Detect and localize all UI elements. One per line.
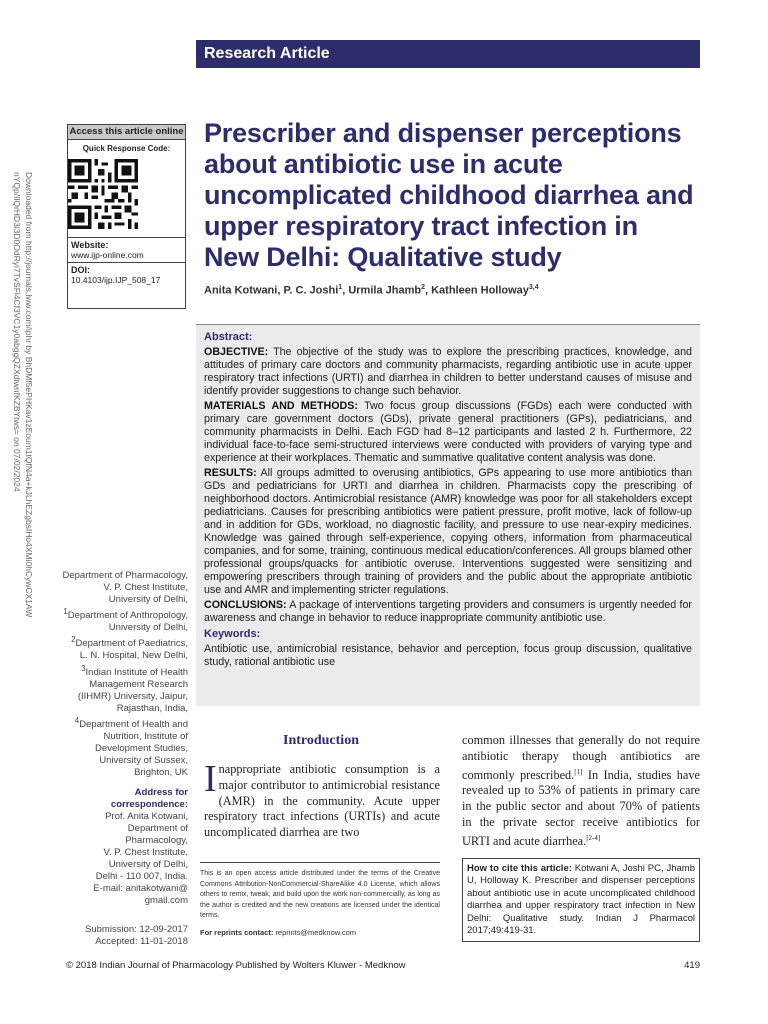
correspondence-heading: Address for correspondence: [110,786,188,810]
correspondence-line: Delhi - 110 007, India. [95,870,188,882]
correspondence-line: Prof. Anita Kotwani, [105,810,188,822]
article-title: Prescriber and dispenser perceptions about antibiotic use in acute uncomplicated childhood diarrhea and upper respiratory tract infection in New Delhi: Qualitative study [204,118,694,272]
affiliation [74,715,188,778]
correspondence-line: Department of [127,822,188,834]
affiliation-sup: 2 [71,635,76,645]
correspondence-line[interactable]: gmail.com [144,894,188,906]
author-sup: 1 [338,284,343,291]
article-type-banner: Research Article [196,40,700,68]
qr-code-icon[interactable] [68,159,138,229]
affiliation [63,570,189,605]
submission-dates [62,924,188,948]
doi-value[interactable]: 10.4103/ijp.IJP_508_17 [71,275,161,285]
drop-cap: I [204,758,217,800]
author: Anita Kotwani [204,284,278,297]
abstract-results [204,467,692,597]
website-link[interactable]: www.ijp-online.com [71,250,144,260]
affiliation-sup: 3 [81,663,86,673]
reprints-email[interactable]: reprints@medknow.com [275,927,356,937]
license-note [200,862,440,938]
reprints-label: For reprints contact: [200,927,274,937]
author-list [204,284,539,297]
methods-text: Two focus group discussions (FGDs) each were conducted with primary care government doctors (GDs), private general practitioners (GPs), pediatricians, and community pharmacists in Delhi. Each FGD had 8–12 participants and lasted 2 h. Furthermore, 22 individual face-to-face semi-structured interviews were conducted with providers of varying type and experience at their workplaces. Thematic and summative qualitative content analysis was done. [204,400,692,464]
page-footer [66,960,700,971]
methods-label: MATERIALS AND METHODS: [204,400,358,412]
affiliation [71,635,188,662]
affiliations [62,566,188,907]
doi-section [68,262,185,287]
doi-label: DOI: [71,265,90,275]
keywords-text: Antibiotic use, antimicrobial resistance, behavior and perception, focus group discussion, qualitative study, rational antibiotic use [204,643,692,668]
affiliation-text: Department of Paediatrics, L. N. Hospital, New Delhi, [75,638,188,662]
correspondence-line: Pharmacology, [125,834,188,846]
abstract-heading: Abstract: [204,331,253,343]
submission-date: Submission: 12-09-2017 [85,924,188,935]
citation-ref[interactable]: [1] [574,767,583,776]
license-text: This is an open access article distributed under the terms of the Creative Commons Attribution-NonCommercial-ShareAlike 4.0 License, which allows others to remix, tweak, and build upon the work non-commercially, as long as the author is credited and the new creations are licensed under the identical terms. [200,870,440,919]
introduction-heading: Introduction [283,733,359,748]
keywords-heading: Keywords: [204,628,261,640]
abstract-conclusions [204,599,692,625]
results-label: RESULTS: [204,467,257,479]
objective-text: The objective of the study was to explore the prescribing practices, knowledge, and attitudes of primary care doctors and community pharmacists, regarding antibiotic use in acute upper respiratory tract infections (URTI) and diarrhea in children to better understand causes of misuse and identify provider suggestions to change such behavior. [204,346,692,397]
download-watermark [10,172,40,652]
correspondence-line: University of Delhi, [108,858,188,870]
affiliation-sup: 4 [74,715,80,725]
website-section [68,237,185,262]
access-box-header: Access this article online [68,125,185,140]
affiliation-text: Department of Anthropology, University of Delhi, [67,610,188,634]
correspondence-line: V. P. Chest Institute, [103,846,188,858]
author-sep: , [424,284,432,297]
qr-label: Quick Response Code: [82,144,171,153]
reprints-line [200,928,440,939]
author: Kathleen Holloway [431,284,529,297]
introduction-col1 [204,758,440,841]
cite-text: Kotwani A, Joshi PC, Jhamb U, Holloway K. Prescriber and dispenser perceptions about antibiotic use in acute uncomplicated childhood diarrhea and upper respiratory tract infection in New Delhi: Qualitative study. Indian J Pharmacol 2017;49:419-31. [467,863,695,937]
affiliation [63,607,188,634]
affiliation-text: Indian Institute of Health Management Research (IIHMR) University, Jaipur, Rajasthan, India, [77,666,188,714]
introduction-col2 [462,733,700,850]
access-box [67,124,186,309]
affiliation [77,663,188,714]
abstract-methods [204,400,692,465]
author: Urmila Jhamb [348,284,422,297]
conclusions-label: CONCLUSIONS: [204,599,287,611]
results-text: All groups admitted to overusing antibiotics, GPs appearing to use more antibiotics than GDs and pediatricians for URTI and diarrhea in children. Pharmacists copy the prescribing of neighborhood doctors. Antimicrobial resistance (AMR) knowledge was poor for all stakeholders except pediatricians. Causes for prescribing antibiotics were patient pressure, profit motive, lack of follow-up and in addition for GDs, workload, no diagnostic facility, and pressure to use near-expiry medicines. Knowledge was gained through self-experience, copying others, information from pharmaceutical companies, and for some, training, continuous medical education/conferences. All groups blamed other professional groups/quacks for antibiotic overuse. Interventions suggested were sensitizing and empowering prescribers through training of providers and the public about the appropriate antibiotic use and AMR and implementing stricter regulations. [204,467,692,596]
author-sep: , [277,284,284,297]
cite-label: How to cite this article: [467,863,572,874]
introduction-col1-text: nappropriate antibiotic consumption is a major contributor to antimicrobial resistance (AMR) in the community. Acute upper respiratory tract infections (URTIs) and acute uncomplicated diarrhea are two [204,762,440,840]
correspondence-line[interactable]: E-mail: anitakotwani@ [93,882,188,894]
copyright: © 2018 Indian Journal of Pharmacology Published by Wolters Kluwer - Medknow [66,960,406,971]
watermark-line-2: nYQp/IlQrHD3i3D0OdRyi7TvSFl4Cf3VC1y0abggQZXdtwnfKZBYtws= on 07/02/2024 [12,172,22,492]
accepted-date: Accepted: 11-01-2018 [95,936,188,947]
citation-ref[interactable]: [2-4] [586,833,601,842]
col2-text-a: common illnesses that generally do not require antibiotic therapy though antibiotics are commonly prescribed. [462,733,700,782]
watermark-line-1: Downloaded from http://journals.lww.com/iphr by BhDMf5ePHKav1zEoum1tQfN4a+kJLhEZgbsIHo4XMi0hCywCX1AW [24,172,34,618]
affiliation-text: Department of Pharmacology, V. P. Chest Institute, University of Delhi, [62,570,188,606]
author-sup: 2 [421,284,425,291]
abstract-objective [204,346,692,398]
affiliation-sup: 1 [63,607,68,617]
author: P. C. Joshi [283,284,339,297]
conclusions-text: A package of interventions targeting providers and consumers is urgently needed for awareness and change in behavior to reduce inappropriate community antibiotic use. [204,599,692,624]
page-number: 419 [684,960,700,971]
affiliation-text: Department of Health and Nutrition, Institute of Development Studies, University of Sussex, Brighton, UK [79,718,188,778]
objective-label: OBJECTIVE: [204,346,269,358]
abstract-box [196,324,700,706]
author-sup: 3,4 [528,284,539,291]
website-label: Website: [71,240,109,250]
cite-box [462,858,700,942]
author-sep: , [342,284,349,297]
col2-text-b: In India, studies have revealed up to 53% of patients in primary care in the public sector and about 70% of patients in the private sector receive antibiotics for URTI and acute diarrhea. [462,767,700,848]
